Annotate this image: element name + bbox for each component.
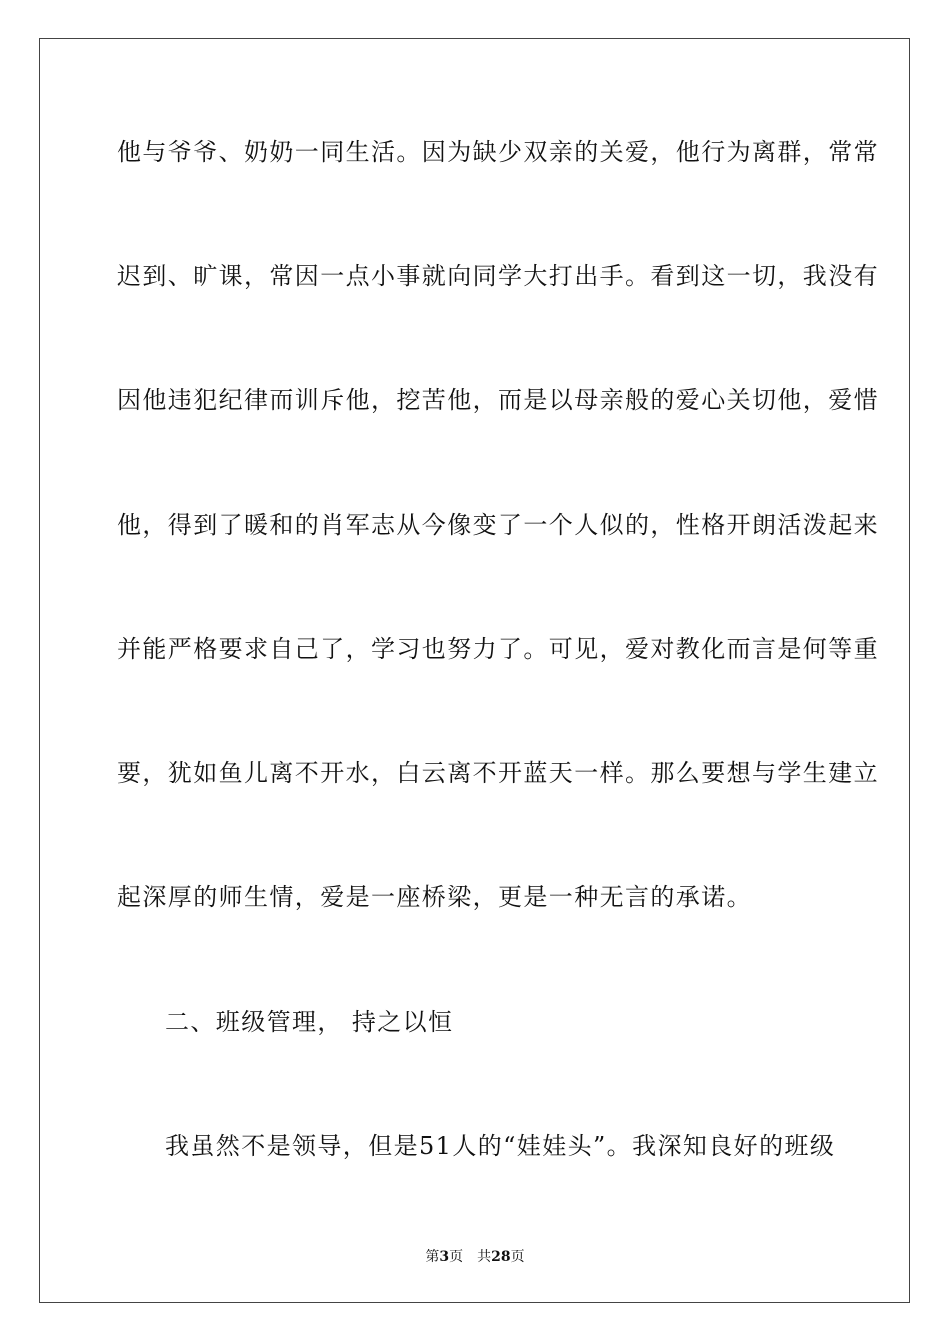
body-line-3: 因他违犯纪律而训斥他，挖苦他，而是以母亲般的爱心关切他，爱惜 [117, 386, 879, 414]
footer-total-suffix: 页 [510, 1249, 525, 1265]
body-line-4: 他，得到了暖和的肖军志从今像变了一个人似的，性格开朗活泼起来 [117, 511, 879, 539]
footer-total-number: 28 [491, 1249, 511, 1265]
page-footer [0, 1248, 950, 1266]
footer-page-suffix: 页 [449, 1249, 464, 1265]
body-line-9: 我虽然不是领导，但是51人的“娃娃头”。我深知良好的班级 [165, 1132, 836, 1160]
page-border [39, 38, 910, 1303]
body-line-5: 并能严格要求自己了，学习也努力了。可见，爱对教化而言是何等重 [117, 635, 879, 663]
footer-page-prefix: 第 [425, 1249, 440, 1265]
body-line-7: 起深厚的师生情，爱是一座桥梁，更是一种无言的承诺。 [117, 883, 752, 911]
footer-page-number: 3 [439, 1249, 450, 1265]
footer-total-prefix: 共 [477, 1249, 492, 1265]
body-line-1: 他与爷爷、奶奶一同生活。因为缺少双亲的关爱，他行为离群，常常 [117, 138, 879, 166]
body-line-6: 要，犹如鱼儿离不开水，白云离不开蓝天一样。那么要想与学生建立 [117, 759, 879, 787]
body-line-2: 迟到、旷课，常因一点小事就向同学大打出手。看到这一切，我没有 [117, 262, 879, 290]
section-heading: 二、班级管理， 持之以恒 [165, 1008, 454, 1036]
